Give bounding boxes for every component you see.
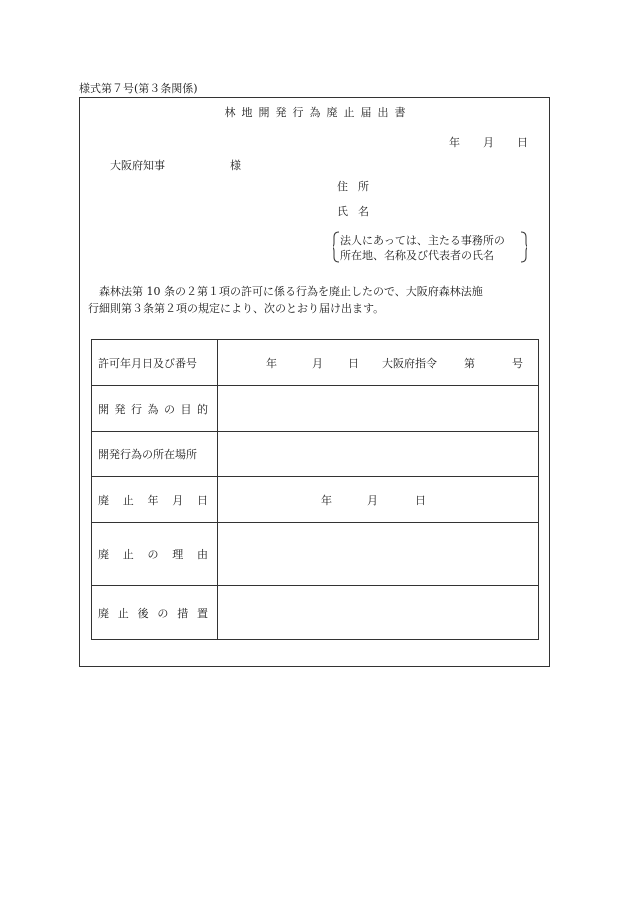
addressee: 大阪府知事 (110, 159, 165, 172)
value-reason[interactable] (218, 523, 539, 586)
table-row-abolition-date (92, 477, 539, 523)
honorific: 様 (230, 159, 241, 172)
abolition-month-label: 月 (367, 493, 378, 507)
table-row-reason (92, 523, 539, 586)
label-text: 許可年月日及び番号 (98, 356, 197, 370)
label-char: の (147, 548, 159, 561)
abolition-year-label: 年 (321, 493, 332, 507)
body-text-line1: 森林法第 10 条の２第１項の許可に係る行為を廃止したので、大阪府森林法施 (99, 285, 483, 298)
corporate-note (333, 231, 527, 263)
value-permit[interactable] (218, 340, 539, 386)
label-char: 止 (122, 548, 134, 561)
label-permit (92, 340, 218, 386)
label-abolition-date (92, 477, 218, 523)
label-char: 廃 (98, 606, 109, 620)
label-location (92, 432, 218, 477)
table-row-measures (92, 586, 539, 640)
body-text-line2: 行細則第３条第２項の規定により、次のとおり届け出ます。 (88, 302, 385, 315)
label-char: 開 (98, 402, 109, 416)
value-purpose[interactable] (218, 386, 539, 432)
address-label: 住所 (337, 180, 379, 193)
date-month-label: 月 (483, 136, 494, 149)
date-year-label: 年 (449, 136, 460, 149)
body-text (88, 283, 543, 317)
label-char: の (164, 402, 175, 416)
value-location[interactable] (218, 432, 539, 477)
label-char: 日 (197, 493, 208, 507)
label-char: 由 (197, 548, 208, 561)
name-label: 氏名 (337, 205, 379, 218)
permit-number-suffix: 号 (512, 356, 523, 370)
label-char: 置 (196, 606, 208, 620)
permit-day-label: 日 (348, 356, 359, 370)
label-char: 理 (172, 548, 184, 561)
label-char: 的 (197, 402, 208, 416)
table-row-location (92, 432, 539, 477)
corporate-note-line2: 所在地、名称及び代表者の氏名 (340, 249, 494, 262)
table-row-purpose (92, 386, 539, 432)
label-char: 後 (137, 606, 149, 620)
details-table (91, 339, 539, 640)
form-title: 林地開発行為廃止届出書 (224, 106, 412, 119)
label-char: 止 (122, 493, 134, 507)
form-number: 様式第７号(第３条関係) (79, 82, 198, 95)
label-char: 廃 (98, 548, 109, 561)
table-row-permit (92, 340, 539, 386)
label-char: 措 (177, 606, 189, 620)
label-char: 廃 (98, 493, 109, 507)
label-purpose (92, 386, 218, 432)
corporate-note-line1: 法人にあっては、主たる事務所の (340, 234, 505, 247)
permit-month-label: 月 (312, 356, 323, 370)
label-char: の (157, 606, 169, 620)
label-char: 年 (147, 493, 159, 507)
permit-number-prefix: 第 (464, 356, 475, 370)
date-day-label: 日 (517, 136, 528, 149)
label-char: 発 (114, 402, 126, 416)
value-measures[interactable] (218, 586, 539, 640)
label-char: 止 (117, 606, 129, 620)
label-char: 為 (147, 402, 159, 416)
label-text: 開発行為の所在場所 (98, 448, 197, 461)
permit-year-label: 年 (266, 356, 277, 370)
label-char: 行 (131, 402, 142, 416)
value-abolition-date[interactable] (218, 477, 539, 523)
abolition-day-label: 日 (415, 493, 426, 507)
label-char: 目 (180, 402, 192, 416)
permit-directive-label: 大阪府指令 (382, 356, 437, 370)
label-char: 月 (172, 493, 184, 507)
label-reason (92, 523, 218, 586)
label-measures (92, 586, 218, 640)
